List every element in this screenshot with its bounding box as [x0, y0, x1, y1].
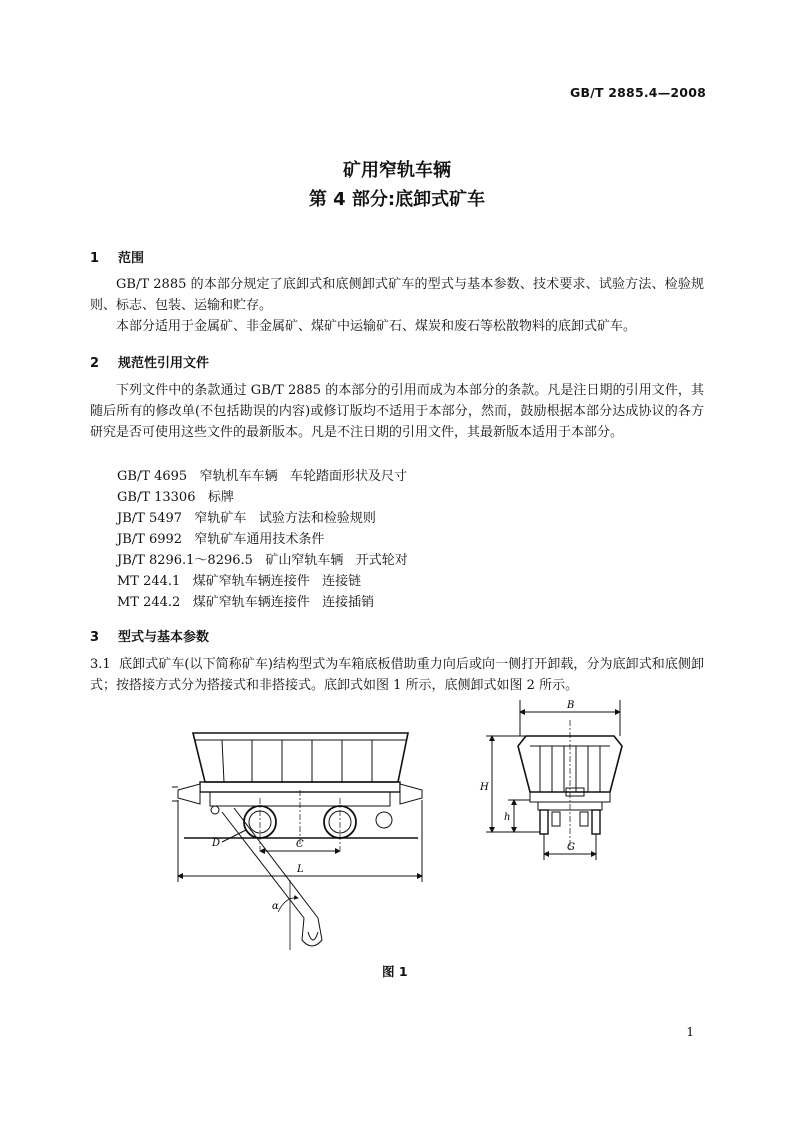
section-title: 范围 — [118, 251, 145, 266]
dim-label-b: B — [567, 700, 575, 711]
section-title: 规范性引用文件 — [118, 356, 210, 371]
reference-item: MT 244.2 煤矿窄轨车辆连接件 连接插销 — [117, 595, 375, 610]
dim-label-g: G — [567, 842, 575, 853]
section-number: 3 — [90, 630, 100, 645]
reference-item: GB/T 4695 窄轨机车车辆 车轮踏面形状及尺寸 — [117, 469, 407, 484]
reference-item: GB/T 13306 标牌 — [117, 490, 234, 505]
dim-label-h-lower: h — [504, 812, 511, 823]
clause-number: 3.1 — [90, 657, 111, 672]
end-view — [486, 700, 622, 860]
document-subtitle: 第 4 部分:底卸式矿车 — [308, 189, 486, 210]
reference-item: JB/T 5497 窄轨矿车 试验方法和检验规则 — [117, 511, 376, 526]
reference-item: MT 244.1 煤矿窄轨车辆连接件 连接链 — [117, 574, 362, 589]
paragraph: GB/T 2885 的本部分规定了底卸式和底侧卸式矿车的型式与基本参数、技术要求、试验方法、检验规则、标志、包装、运输和贮存。 — [90, 277, 704, 313]
dim-label-d: D — [212, 838, 221, 849]
document-title: 矿用窄轨车辆 — [343, 160, 451, 181]
dim-label-c: C — [296, 839, 304, 850]
section-number: 1 — [90, 251, 100, 266]
dim-label-h-upper: H — [480, 782, 489, 793]
clause-text: 底卸式矿车(以下简称矿车)结构型式为车箱底板借助重力向后或向一侧打开卸载，分为底卸式和底侧卸式；按搭接方式分为搭接式和非搭接式。底卸式如图 1 所示，底侧卸式如图 2 所示。 — [90, 657, 704, 693]
figure-caption: 图 1 — [382, 964, 408, 979]
reference-item: JB/T 6992 窄轨矿车通用技术条件 — [117, 532, 325, 547]
standard-number: GB/T 2885.4—2008 — [570, 85, 706, 100]
section-number: 2 — [90, 356, 100, 371]
paragraph: 本部分适用于金属矿、非金属矿、煤矿中运输矿石、煤炭和废石等松散物料的底卸式矿车。 — [116, 319, 637, 334]
paragraph: 下列文件中的条款通过 GB/T 2885 的本部分的引用而成为本部分的条款。凡是注日期的引用文件，其随后所有的修改单(不包括勘误的内容)或修订版均不适用于本部分，然而，鼓励根据本部分达成协议的各方研究是否可使用这些文件的最新版本。凡是不注日期的引用文件，其最新版本适用于本部分。 — [90, 383, 704, 440]
reference-item: JB/T 8296.1～8296.5 矿山窄轨车辆 开式轮对 — [117, 553, 408, 568]
dim-label-l: L — [297, 864, 304, 875]
dim-label-alpha: α — [272, 901, 279, 912]
section-title: 型式与基本参数 — [118, 630, 210, 645]
page-number: 1 — [686, 1025, 694, 1039]
